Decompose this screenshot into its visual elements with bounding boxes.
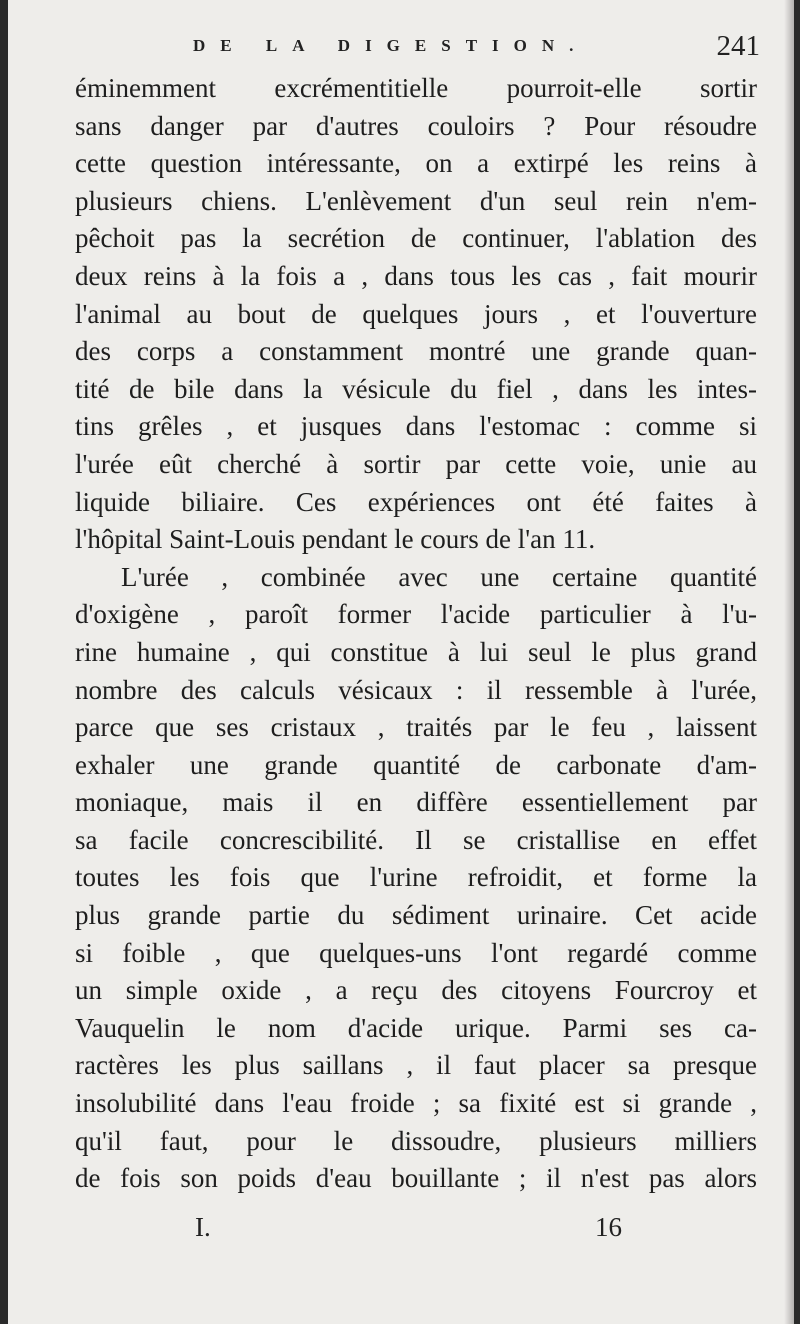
- text-line: tité de bile dans la vésicule du fiel , dans les intes-: [75, 373, 757, 404]
- text-line: pêchoit pas la secrétion de continuer, l'ablation des: [75, 223, 757, 254]
- text-line: rine humaine , qui constitue à lui seul le plus grand: [75, 636, 757, 667]
- text-line: qu'il faut, pour le dissoudre, plusieurs milliers: [75, 1125, 757, 1156]
- text-line: liquide biliaire. Ces expériences ont été faites à: [75, 486, 757, 517]
- text-line: l'animal au bout de quelques jours , et l'ouverture: [75, 298, 757, 329]
- running-title: DE LA DIGESTION.: [193, 36, 589, 55]
- text-line: éminemment excrémentitielle pourroit-elle sortir: [75, 73, 757, 103]
- text-line: de fois son poids d'eau bouillante ; il n'est pas alors: [75, 1163, 757, 1194]
- text-line: toutes les fois que l'urine refroidit, et forme la: [75, 862, 757, 893]
- running-head: [78, 30, 770, 70]
- text-line: sans danger par d'autres couloirs ? Pour résoudre: [75, 110, 757, 141]
- text-line: parce que ses cristaux , traités par le feu , laissent: [75, 712, 757, 743]
- text-line: nombre des calculs vésicaux : il ressemble à l'urée,: [75, 674, 757, 705]
- text-line: L'urée , combinée avec une certaine quantité: [121, 561, 757, 592]
- body-text: [75, 70, 757, 1198]
- text-line: plus grande partie du sédiment urinaire. Cet acide: [75, 900, 757, 931]
- text-line: insolubilité dans l'eau froide ; sa fixité est si grande ,: [75, 1088, 757, 1119]
- text-line: exhaler une grande quantité de carbonate d'am-: [75, 749, 757, 780]
- text-line: ractères les plus saillans , il faut placer sa presque: [75, 1050, 757, 1081]
- text-line: sa facile concrescibilité. Il se cristallise en effet: [75, 824, 757, 855]
- sheet-number: 16: [595, 1212, 622, 1242]
- text-line: l'hôpital Saint-Louis pendant le cours de l'an 11.: [75, 524, 596, 555]
- text-line: des corps a constamment montré une grande quan-: [75, 336, 757, 367]
- text-line: l'urée eût cherché à sortir par cette voie, unie au: [75, 448, 757, 479]
- signature-mark: I.: [195, 1212, 211, 1242]
- page-edge-shadow: [784, 0, 794, 1324]
- text-line: un simple oxide , a reçu des citoyens Fourcroy et: [75, 975, 757, 1006]
- text-line: plusieurs chiens. L'enlèvement d'un seul rein n'em-: [75, 185, 757, 216]
- text-line: Vauquelin le nom d'acide urique. Parmi ses ca-: [75, 1012, 757, 1043]
- text-line: moniaque, mais il en diffère essentiellement par: [75, 787, 757, 818]
- text-line: deux reins à la fois a , dans tous les cas , fait mourir: [75, 260, 757, 291]
- book-page: [8, 0, 794, 1324]
- text-line: d'oxigène , paroît former l'acide particulier à l'u-: [75, 599, 757, 630]
- page-number: 241: [716, 30, 760, 62]
- text-line: si foible , que quelques-uns l'ont regardé comme: [75, 937, 757, 968]
- text-line: cette question intéressante, on a extirpé les reins à: [75, 148, 757, 179]
- page-footer: [8, 1212, 794, 1252]
- text-line: tins grêles , et jusques dans l'estomac : comme si: [75, 411, 757, 442]
